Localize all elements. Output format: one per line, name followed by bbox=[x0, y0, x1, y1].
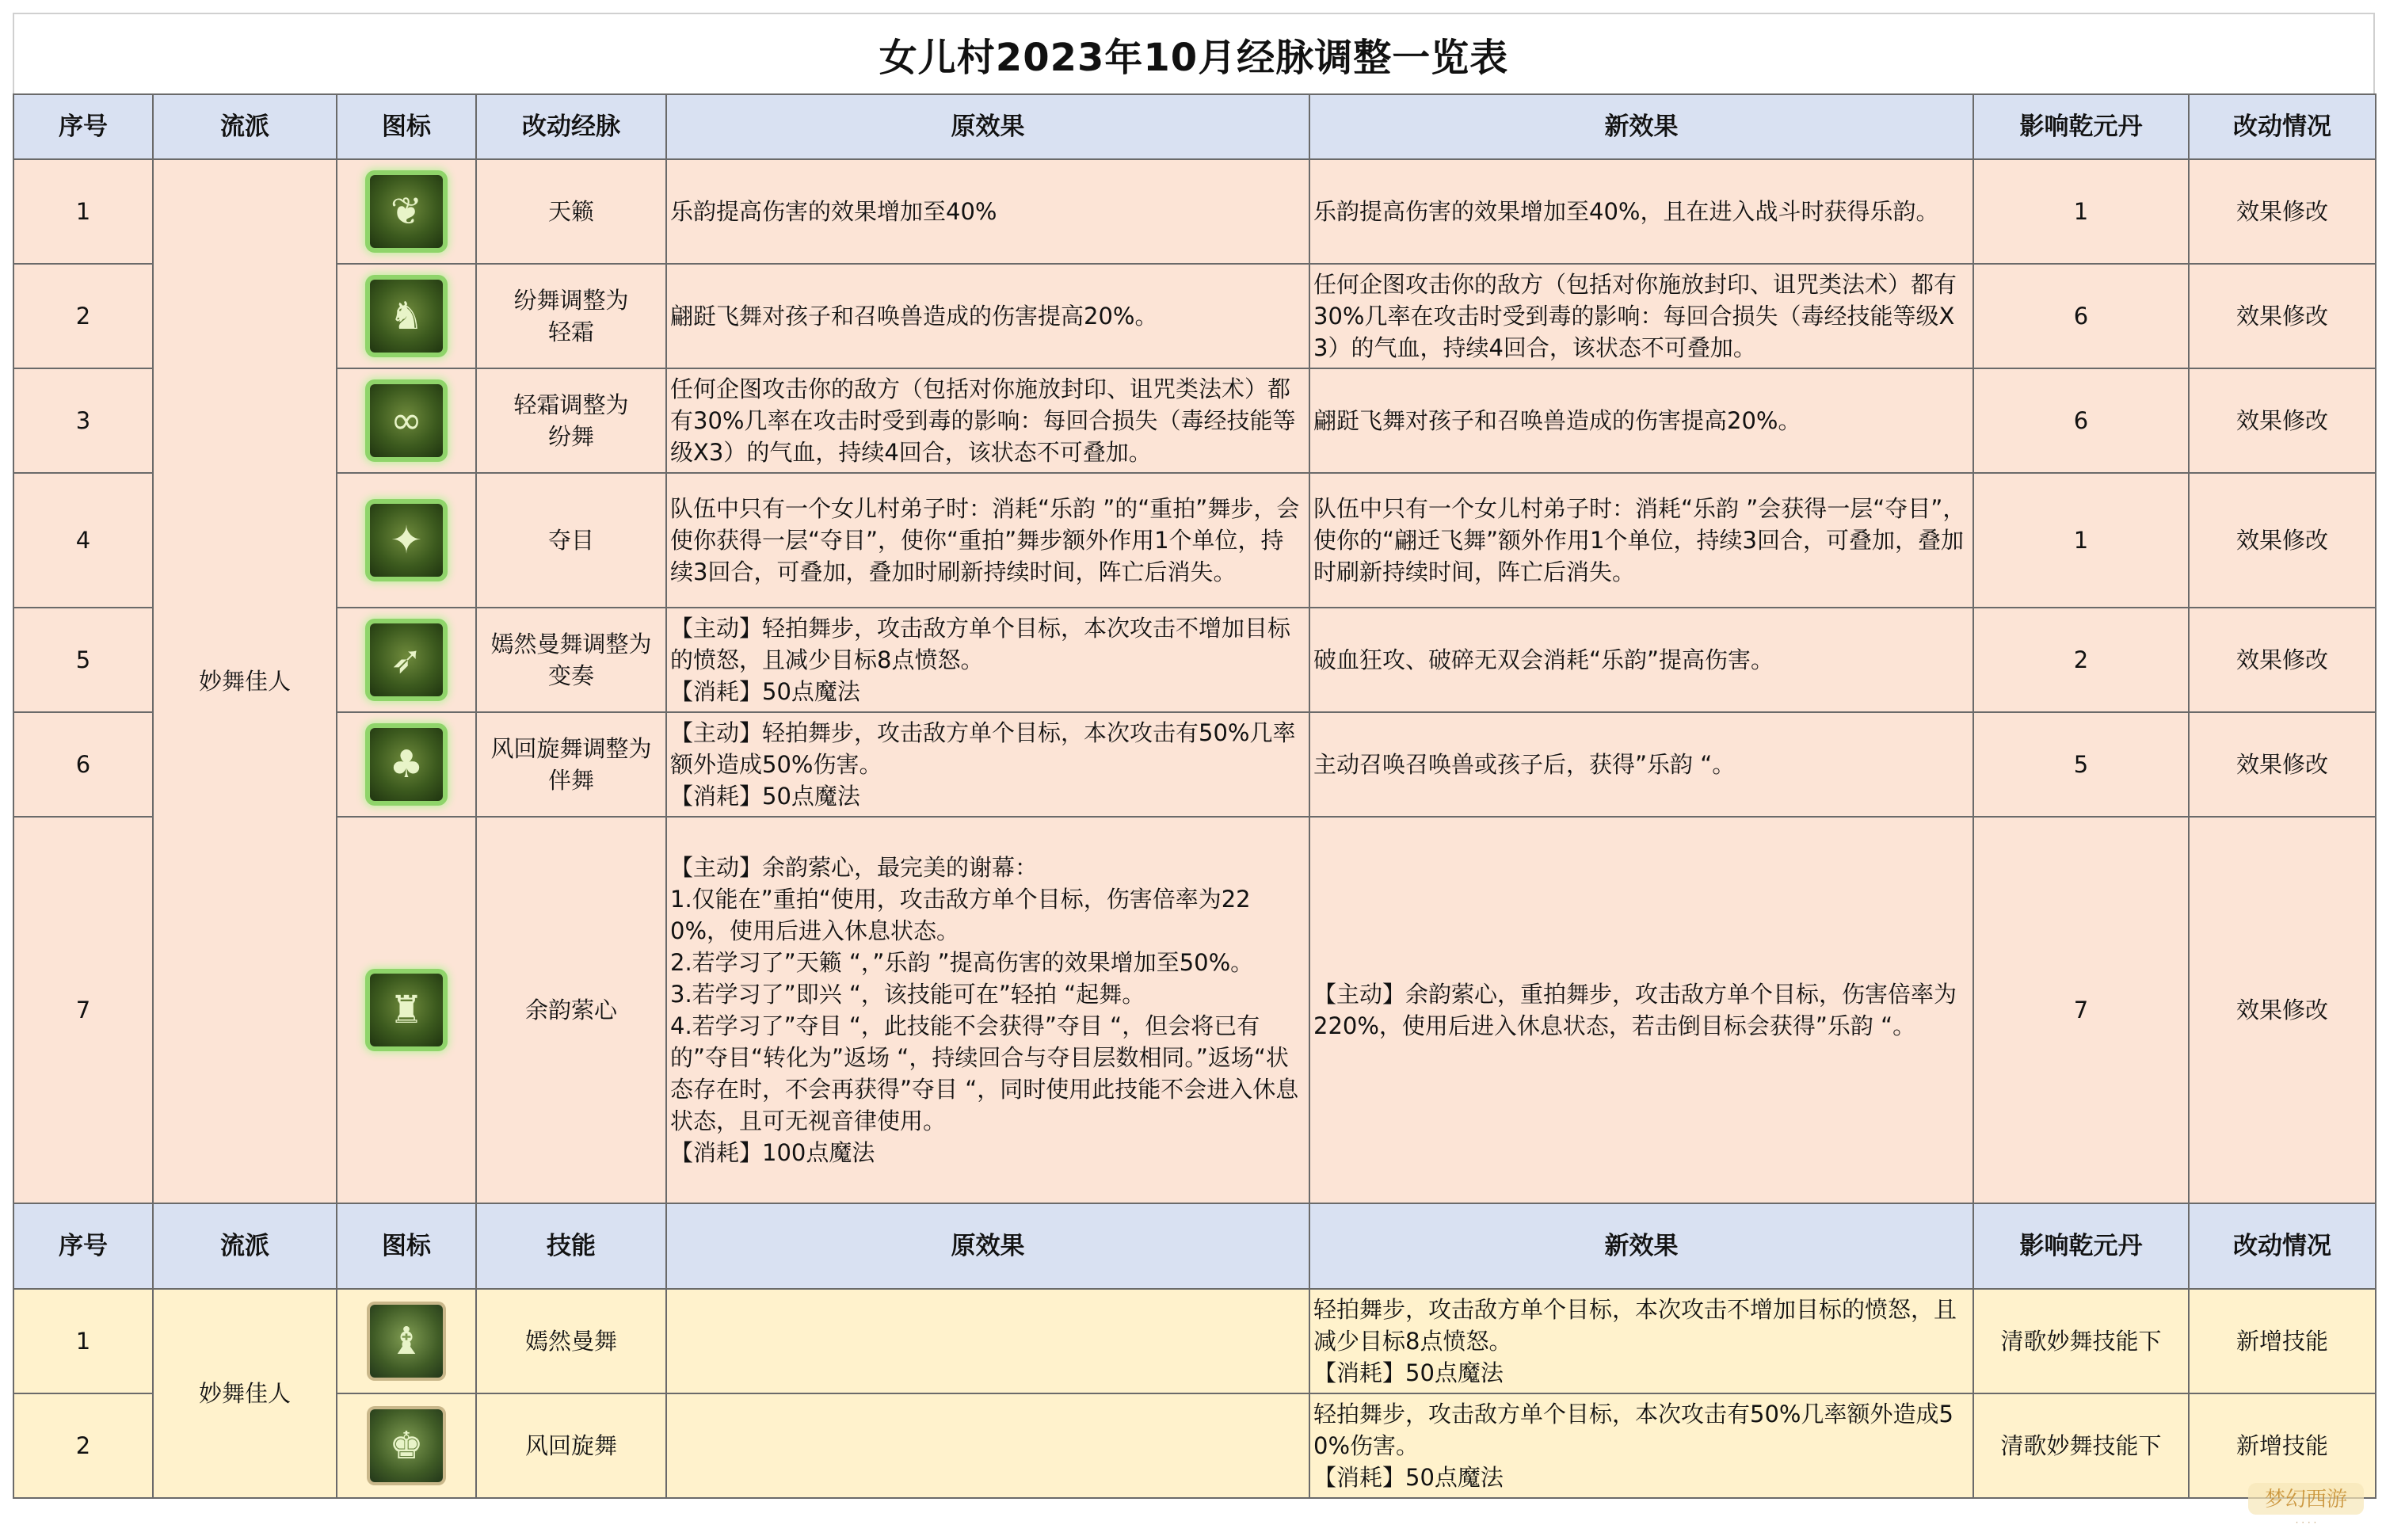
original-effect bbox=[666, 1393, 1309, 1498]
header-cell: 序号 bbox=[13, 1203, 153, 1289]
icon-glyph: ♝ bbox=[389, 1319, 424, 1363]
icon-cell bbox=[337, 1393, 476, 1498]
header-cell: 影响乾元丹 bbox=[1973, 1203, 2189, 1289]
original-effect: 翩跹飞舞对孩子和召唤兽造成的伤害提高20%。 bbox=[666, 264, 1309, 368]
qianyuandan-impact: 清歌妙舞技能下 bbox=[1973, 1393, 2189, 1498]
adjustment-table bbox=[13, 93, 2376, 1499]
icon-cell bbox=[337, 608, 476, 712]
original-effect: 【主动】轻拍舞步，攻击敌方单个目标，本次攻击有50%几率额外造成50%伤害。 【消耗】50点魔法 bbox=[666, 712, 1309, 817]
meridian-name: 嫣然曼舞 bbox=[476, 1289, 666, 1393]
header-cell: 流派 bbox=[153, 1203, 337, 1289]
serpent-skill-icon bbox=[370, 384, 443, 457]
row-number: 7 bbox=[13, 817, 153, 1203]
original-effect: 队伍中只有一个女儿村弟子时：消耗“乐韵 ”的“重拍”舞步，会使你获得一层“夺目”，使你“重拍”舞步额外作用1个单位，持续3回合，可叠加，叠加时刷新持续时间，阵亡后消失。 bbox=[666, 473, 1309, 608]
header-cell: 原效果 bbox=[666, 1203, 1309, 1289]
icon-glyph: ♞ bbox=[389, 294, 424, 338]
table-row bbox=[13, 1393, 2376, 1498]
table-row bbox=[13, 159, 2376, 264]
meridian-name: 纷舞调整为 轻霜 bbox=[476, 264, 666, 368]
table-row bbox=[13, 1289, 2376, 1393]
row-number: 1 bbox=[13, 159, 153, 264]
qianyuandan-impact: 6 bbox=[1973, 264, 2189, 368]
header-cell: 新效果 bbox=[1309, 1203, 1973, 1289]
new-effect: 队伍中只有一个女儿村弟子时：消耗“乐韵 ”会获得一层“夺目”，使你的“翩迁飞舞”额外作用1个单位，持续3回合，可叠加，叠加时刷新持续时间，阵亡后消失。 bbox=[1309, 473, 1973, 608]
school-cell: 妙舞佳人 bbox=[153, 159, 337, 1203]
meridian-name: 风回旋舞 bbox=[476, 1393, 666, 1498]
change-status: 新增技能 bbox=[2189, 1393, 2376, 1498]
row-number: 6 bbox=[13, 712, 153, 817]
spreadsheet bbox=[13, 13, 2375, 1534]
qianyuandan-impact: 6 bbox=[1973, 368, 2189, 473]
icon-glyph: ♚ bbox=[389, 1424, 424, 1468]
original-effect bbox=[666, 1289, 1309, 1393]
qianyuandan-impact: 7 bbox=[1973, 817, 2189, 1203]
meridian-name: 天籁 bbox=[476, 159, 666, 264]
watermark-logo bbox=[2247, 1480, 2365, 1529]
twirl-skill-icon bbox=[370, 728, 443, 801]
icon-glyph: ∞ bbox=[391, 398, 422, 443]
table-row bbox=[13, 712, 2376, 817]
header-cell: 影响乾元丹 bbox=[1973, 94, 2189, 159]
header-cell: 图标 bbox=[337, 1203, 476, 1289]
icon-glyph: ➶ bbox=[390, 638, 423, 682]
icon-cell bbox=[337, 473, 476, 608]
change-status: 效果修改 bbox=[2189, 712, 2376, 817]
header-cell: 改动情况 bbox=[2189, 94, 2376, 159]
sparkle-skill-icon bbox=[370, 504, 443, 577]
qianyuandan-impact: 1 bbox=[1973, 473, 2189, 608]
header-cell: 改动经脉 bbox=[476, 94, 666, 159]
change-status: 效果修改 bbox=[2189, 368, 2376, 473]
row-number: 4 bbox=[13, 473, 153, 608]
feather-skill-icon bbox=[370, 623, 443, 696]
qianyuandan-impact: 1 bbox=[1973, 159, 2189, 264]
icon-cell bbox=[337, 368, 476, 473]
new-effect: 翩跹飞舞对孩子和召唤兽造成的伤害提高20%。 bbox=[1309, 368, 1973, 473]
table-row bbox=[13, 264, 2376, 368]
new-effect: 轻拍舞步，攻击敌方单个目标，本次攻击不增加目标的愤怒，且减少目标8点愤怒。 【消耗】50点魔法 bbox=[1309, 1289, 1973, 1393]
row-number: 2 bbox=[13, 264, 153, 368]
qianyuandan-impact: 5 bbox=[1973, 712, 2189, 817]
change-status: 效果修改 bbox=[2189, 608, 2376, 712]
meridian-name: 轻霜调整为 纷舞 bbox=[476, 368, 666, 473]
change-status: 效果修改 bbox=[2189, 159, 2376, 264]
qianyuandan-impact: 2 bbox=[1973, 608, 2189, 712]
icon-cell bbox=[337, 1289, 476, 1393]
table-title: 女儿村2023年10月经脉调整一览表 bbox=[13, 13, 2375, 93]
icon-cell bbox=[337, 264, 476, 368]
bow-dancer-skill-icon bbox=[370, 974, 443, 1046]
icon-cell bbox=[337, 159, 476, 264]
change-status: 效果修改 bbox=[2189, 817, 2376, 1203]
icon-glyph: ♣ bbox=[389, 742, 424, 787]
change-status: 新增技能 bbox=[2189, 1289, 2376, 1393]
header-cell: 序号 bbox=[13, 94, 153, 159]
original-effect: 【主动】轻拍舞步，攻击敌方单个目标，本次攻击不增加目标的愤怒，且减少目标8点愤怒。 【消耗】50点魔法 bbox=[666, 608, 1309, 712]
meridian-name: 风回旋舞调整为 伴舞 bbox=[476, 712, 666, 817]
change-status: 效果修改 bbox=[2189, 264, 2376, 368]
header-cell: 技能 bbox=[476, 1203, 666, 1289]
new-effect: 任何企图攻击你的敌方（包括对你施放封印、诅咒类法术）都有30%几率在攻击时受到毒的影响：每回合损失（毒经技能等级X3）的气血，持续4回合，该状态不可叠加。 bbox=[1309, 264, 1973, 368]
table-row bbox=[13, 608, 2376, 712]
icon-cell bbox=[337, 817, 476, 1203]
qianyuandan-impact: 清歌妙舞技能下 bbox=[1973, 1289, 2189, 1393]
row-number: 3 bbox=[13, 368, 153, 473]
original-effect: 任何企图攻击你的敌方（包括对你施放封印、诅咒类法术）都有30%几率在攻击时受到毒的影响：每回合损失（毒经技能等级X3）的气血，持续4回合，该状态不可叠加。 bbox=[666, 368, 1309, 473]
table-row bbox=[13, 473, 2376, 608]
row-number: 2 bbox=[13, 1393, 153, 1498]
icon-glyph: ❦ bbox=[390, 189, 423, 234]
header-cell: 新效果 bbox=[1309, 94, 1973, 159]
header-cell: 图标 bbox=[337, 94, 476, 159]
svg-text:梦幻西游: 梦幻西游 bbox=[2264, 1488, 2348, 1511]
dancer-skill-icon bbox=[370, 280, 443, 353]
svg-text:· · · ·: · · · · bbox=[2295, 1517, 2317, 1528]
new-effect: 破血狂攻、破碎无双会消耗“乐韵”提高伤害。 bbox=[1309, 608, 1973, 712]
header1-row bbox=[13, 94, 2376, 159]
icon-cell bbox=[337, 712, 476, 817]
wing-skill-icon bbox=[370, 175, 443, 248]
graceful-dance-icon bbox=[370, 1305, 443, 1378]
table-row bbox=[13, 817, 2376, 1203]
row-number: 1 bbox=[13, 1289, 153, 1393]
new-effect: 【主动】余韵萦心，重拍舞步，攻击敌方单个目标，伤害倍率为220%，使用后进入休息状态，若击倒目标会获得”乐韵 “。 bbox=[1309, 817, 1973, 1203]
icon-glyph: ♜ bbox=[389, 988, 424, 1032]
header-cell: 改动情况 bbox=[2189, 1203, 2376, 1289]
header2-row bbox=[13, 1203, 2376, 1289]
meridian-name: 嫣然曼舞调整为 变奏 bbox=[476, 608, 666, 712]
school-cell: 妙舞佳人 bbox=[153, 1289, 337, 1498]
meridian-name: 夺目 bbox=[476, 473, 666, 608]
new-effect: 主动召唤召唤兽或孩子后，获得”乐韵 “。 bbox=[1309, 712, 1973, 817]
header-cell: 原效果 bbox=[666, 94, 1309, 159]
whirl-dance-icon bbox=[370, 1409, 443, 1482]
meridian-name: 余韵萦心 bbox=[476, 817, 666, 1203]
original-effect: 【主动】余韵萦心，最完美的谢幕： 1.仅能在”重拍“使用，攻击敌方单个目标，伤害倍率为220%，使用后进入休息状态。 2.若学习了”天籁 “，”乐韵 ”提高伤害的效果增加至50%。 3.若学习了”即兴 “，该技能可在”轻拍 “起舞。 4.若学习了”夺目 “，此技能不会获得”夺目 “，但会将已有的”夺目“转化为”返场 “，持续回合与夺目层数相同。”返场“状态存在时，不会再获得”夺目 “，同时使用此技能不会进入休息状态，且可无视音律使用。 【消耗】100点魔法 bbox=[666, 817, 1309, 1203]
header-cell: 流派 bbox=[153, 94, 337, 159]
icon-glyph: ✦ bbox=[390, 518, 423, 562]
change-status: 效果修改 bbox=[2189, 473, 2376, 608]
original-effect: 乐韵提高伤害的效果增加至40% bbox=[666, 159, 1309, 264]
new-effect: 轻拍舞步，攻击敌方单个目标，本次攻击有50%几率额外造成50%伤害。 【消耗】50点魔法 bbox=[1309, 1393, 1973, 1498]
table-row bbox=[13, 368, 2376, 473]
row-number: 5 bbox=[13, 608, 153, 712]
new-effect: 乐韵提高伤害的效果增加至40%，且在进入战斗时获得乐韵。 bbox=[1309, 159, 1973, 264]
